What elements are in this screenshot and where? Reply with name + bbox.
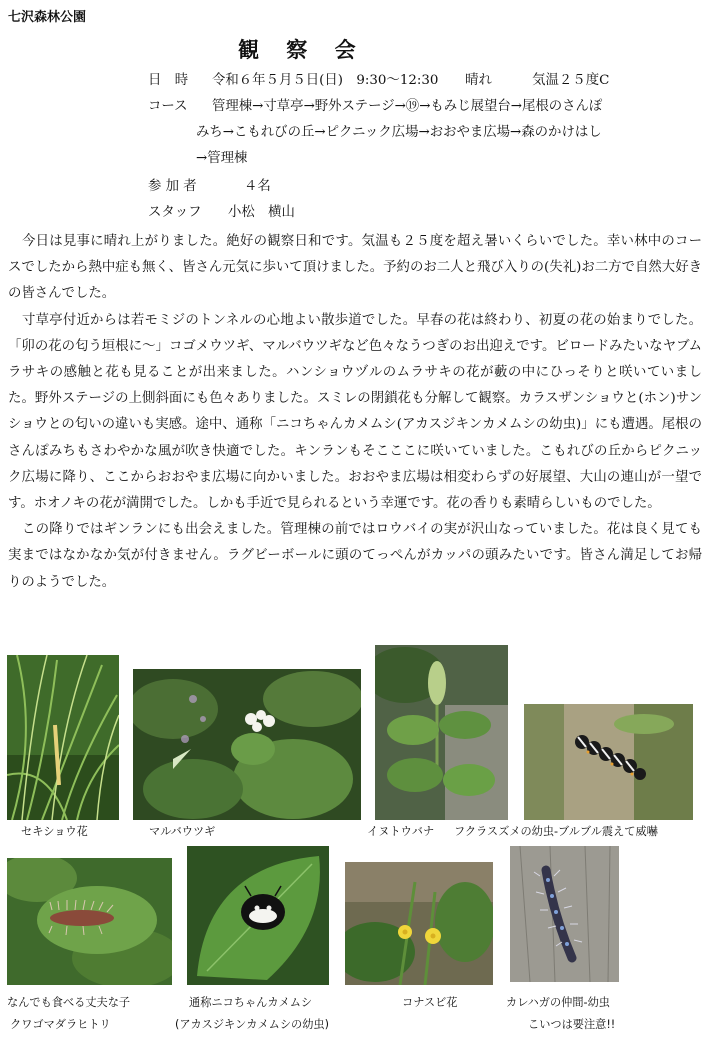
staff-label: スタッフ: [148, 205, 202, 220]
date-value: 令和６年５月５日(日) 9:30～12:30 晴れ 気温２５度C: [212, 73, 610, 88]
white-flower-photo-icon: [133, 669, 361, 820]
date-label: 日 時: [148, 73, 189, 88]
stinkbug-photo-icon: [187, 846, 329, 985]
course-line-1: 管理棟→寸草亭→野外ステージ→⑲→もみじ展望台→尾根のさんぽ: [212, 99, 603, 114]
participants-label: 参 加 者: [148, 179, 197, 194]
spiny-caterpillar-photo-icon: [510, 846, 619, 982]
caption-nikochan-2: (アカスジキンカメムシの幼虫): [175, 1018, 329, 1031]
course-label: コース: [148, 99, 188, 114]
course-line-2: みち→こもれびの丘→ピクニック広場→おおやま広場→森のかけはし: [196, 125, 602, 140]
report-body: [8, 229, 702, 596]
caption-karehaga-2: こいつは要注意!!: [528, 1018, 616, 1031]
mint-flower-photo-icon: [375, 645, 508, 820]
caption-sekisho: セキショウ花: [21, 825, 88, 838]
caption-fukurasuzume: フクラスズメの幼虫-ブルブル震えて威嚇: [454, 825, 658, 838]
grass-photo-icon: [7, 655, 119, 820]
paragraph-2: 寸草亭付近からは若モミジのトンネルの心地よい散歩道でした。早春の花は終わり、初夏の花の始まりでした。「卯の花の匂う垣根に～」コゴメウツギ、マルバウツギなど色々なうつぎのお出迎えです。ビロードみたいなヤブムラサキの感触と花も見ることが出来ました。ハンショウヅルのムラサキの花が藪の中にひっそりと咲いていました。野外ステージの上側斜面にも色々ありました。スミレの閉鎖花も分解して観察。カラスザンショウと(ホン)サンショウとの匂いの違いも実感。途中、通称「ニコちゃんカメムシ(アカスジキンカメムシの幼虫)」にも遭遇。尾根のさんぽみちもさわやかな風が吹き快適でした。キンランもそこここに咲いていました。こもれびの丘からピクニック広場に降り、ここからおおやま広場に向かいました。おおやま広場は相変わらずの好展望、大山の連山が一望です。ホオノキの花が満開でした。しかも手近で見られるという幸運です。花の香りも素晴らしいものでした。: [8, 312, 702, 512]
paragraph-3: この降りではギンランにも出会えました。管理棟の前ではロウバイの実が沢山なっていました。花は良く見ても実まではなかなか気が付きません。ラグビーボールに頭のてっぺんがカッパの頭みたいです。皆さん満足してお帰りのようでした。: [8, 522, 702, 590]
caption-karehaga-1: カレハガの仲間-幼虫: [506, 996, 610, 1009]
caption-marubautsugi: マルバウツギ: [149, 825, 216, 838]
caption-inutoubana: イヌトウバナ: [367, 825, 435, 838]
caption-nikochan-1: 通称ニコちゃんカメムシ: [189, 996, 313, 1009]
hairy-caterpillar-photo-icon: [7, 858, 172, 985]
caterpillar-photo-icon: [524, 704, 693, 820]
paragraph-1: 今日は見事に晴れ上がりました。絶好の観察日和です。気温も２５度を超え暑いくらいでした。幸い林中のコースでしたから熱中症も無く、皆さん元気に歩いて頂けました。予約のお二人と飛び入りの(失礼)お二方で自然大好きの皆さんでした。: [8, 234, 702, 302]
course-line-3: →管理棟: [196, 151, 248, 166]
page-title: 観 察 会: [238, 38, 366, 62]
caption-kuwagomadara-2: クワゴマダラヒトリ: [10, 1018, 111, 1031]
yellow-flower-photo-icon: [345, 862, 493, 985]
org-name: 七沢森林公園: [8, 10, 87, 25]
staff-value: 小松 横山: [228, 205, 295, 220]
caption-kuwagomadara-1: なんでも食べる丈夫な子: [7, 996, 131, 1009]
participants-value: ４名: [244, 179, 271, 194]
caption-konasubi: コナスビ花: [402, 996, 458, 1009]
